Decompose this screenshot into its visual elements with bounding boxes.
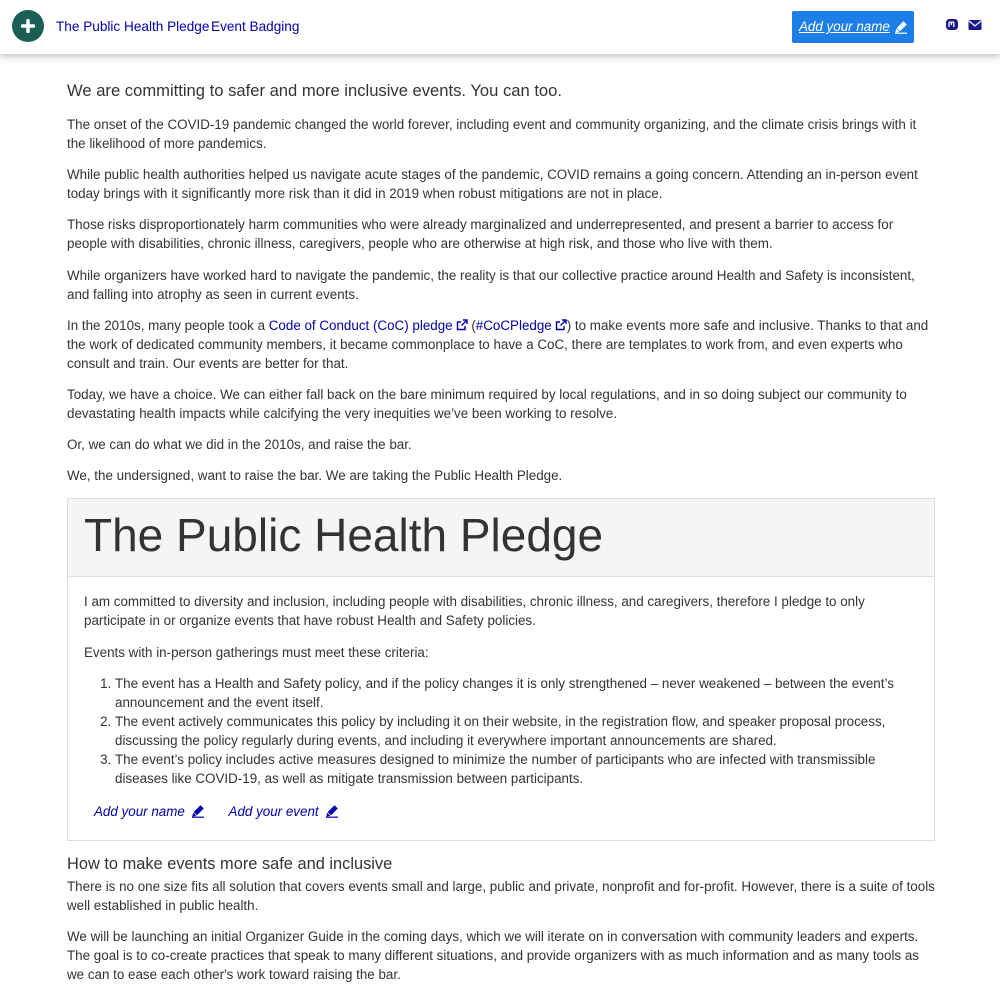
nav-link-event-badging[interactable]: Event Badging <box>211 19 300 34</box>
pledge-title: The Public Health Pledge <box>84 509 604 562</box>
add-your-event-link-text: Add your event <box>228 803 319 819</box>
envelope-icon[interactable] <box>968 18 982 32</box>
add-your-name-link-text: Add your name <box>94 803 185 819</box>
mastodon-icon[interactable] <box>945 18 959 32</box>
pledge-card <box>67 498 935 840</box>
pledge-criteria-heading: Events with in-person gatherings must meet these criteria: <box>84 644 429 660</box>
raise-bar-paragraph: Or, we can do what we did in the 2010s, and raise the bar. <box>67 437 412 453</box>
safety-paragraph-1: There is no one size fits all solution that covers events small and large, public and private, nonprofit and for-profit. However, there is a suite of tools well established in public health. <box>67 878 935 913</box>
choice-paragraph: Today, we have a choice. We can either fall back on the bare minimum required by local regulations, and in so doing subject our community to devastating health impacts while calcifying the very inequities we’ve been working to resolve. <box>67 386 907 421</box>
criteria-item: 2. The event actively communicates this policy by including it on their website, in the registration flow, and speaker proposal process, discussing the policy regularly during events, and including it everywhere important announcements are shared. <box>115 712 918 750</box>
add-your-name-button[interactable] <box>792 11 914 43</box>
coc-text-before: In the 2010s, many people took a <box>67 317 269 333</box>
lead-heading: We are committing to safer and more inclusive events. You can too. <box>67 81 563 100</box>
external-link-icon <box>555 319 567 331</box>
signature-icon <box>191 804 205 818</box>
nav-link-public-health-pledge[interactable]: The Public Health Pledge <box>56 19 210 34</box>
coc-paragraph <box>67 316 935 373</box>
coc-pledge-link-text: Code of Conduct (CoC) pledge <box>268 317 453 333</box>
add-your-name-label: Add your name <box>799 19 890 34</box>
signature-icon <box>325 804 339 818</box>
home-logo[interactable] <box>12 10 44 42</box>
intro-paragraph-2: While public health authorities helped us navigate acute stages of the pandemic, COVID remains a going concern. Attending an in-person event today brings with it significantly more risk than it did in 2019 when robust mitigations are not in place. <box>67 167 918 202</box>
intro-paragraph-3: Those risks disproportionately harm communities who were already marginalized and underrepresented, and present a barrier to access for people with disabilities, chronic illness, caregivers, people who are otherwise at high risk, and those who live with them. <box>67 217 894 252</box>
intro-paragraph-1: The onset of the COVID-19 pandemic changed the world forever, including event and community organizing, and the climate crisis brings with it the likelihood of more pandemics. <box>67 117 917 151</box>
pledge-card-body <box>68 577 934 839</box>
criteria-item: 1. The event has a Health and Safety policy, and if the policy changes it is only strengthened – never weakened – between the event’s announcement and the event itself. <box>115 674 918 712</box>
safety-section-heading: How to make events more safe and inclusive <box>67 854 393 873</box>
undersigned-paragraph: We, the undersigned, want to raise the bar. We are taking the Public Health Pledge. <box>67 468 563 484</box>
main-content <box>67 80 935 996</box>
pledge-actions <box>84 802 918 830</box>
top-navbar <box>0 0 1000 54</box>
pledge-intro: I am committed to diversity and inclusion, including people with disabilities, chronic illness, and caregivers, therefore I pledge to only participate in or organize events that have robust Health and Safety policies. <box>84 594 865 629</box>
add-your-event-link[interactable] <box>229 802 339 821</box>
safety-paragraph-2: We will be launching an initial Organizer Guide in the coming days, which we will iterate on in conversation with community leaders and experts. The goal is to co-create practices that speak to many different situations, and provide organizers with as much information and as many tools as we can to ease each other's work toward raising the bar. <box>67 928 919 982</box>
pledge-card-header <box>68 499 934 577</box>
add-your-name-link[interactable] <box>94 802 205 821</box>
pledge-criteria-list <box>84 674 918 788</box>
signature-icon <box>894 20 908 34</box>
cocpledge-hashtag-text: #CoCPledge <box>475 317 552 333</box>
plus-icon <box>12 10 44 42</box>
cocpledge-hashtag-link[interactable] <box>476 318 567 333</box>
coc-text-mid: ( <box>467 317 476 333</box>
coc-text-after: ) to make events more safe and inclusive. Thanks to that and the work of dedicated community members, it became commonplace to have a CoC, there are templates to work from, and even experts who consult and train. Our events are better for that. <box>67 317 929 371</box>
coc-pledge-link[interactable] <box>269 318 468 333</box>
intro-paragraph-4: While organizers have worked hard to navigate the pandemic, the reality is that our collective practice around Health and Safety is inconsistent, and falling into atrophy as seen in current events. <box>67 267 915 302</box>
external-link-icon <box>456 319 468 331</box>
criteria-item: 3. The event’s policy includes active measures designed to minimize the number of participants who are infected with transmissible diseases like COVID-19, as well as mitigate transmission between participants. <box>115 750 918 788</box>
